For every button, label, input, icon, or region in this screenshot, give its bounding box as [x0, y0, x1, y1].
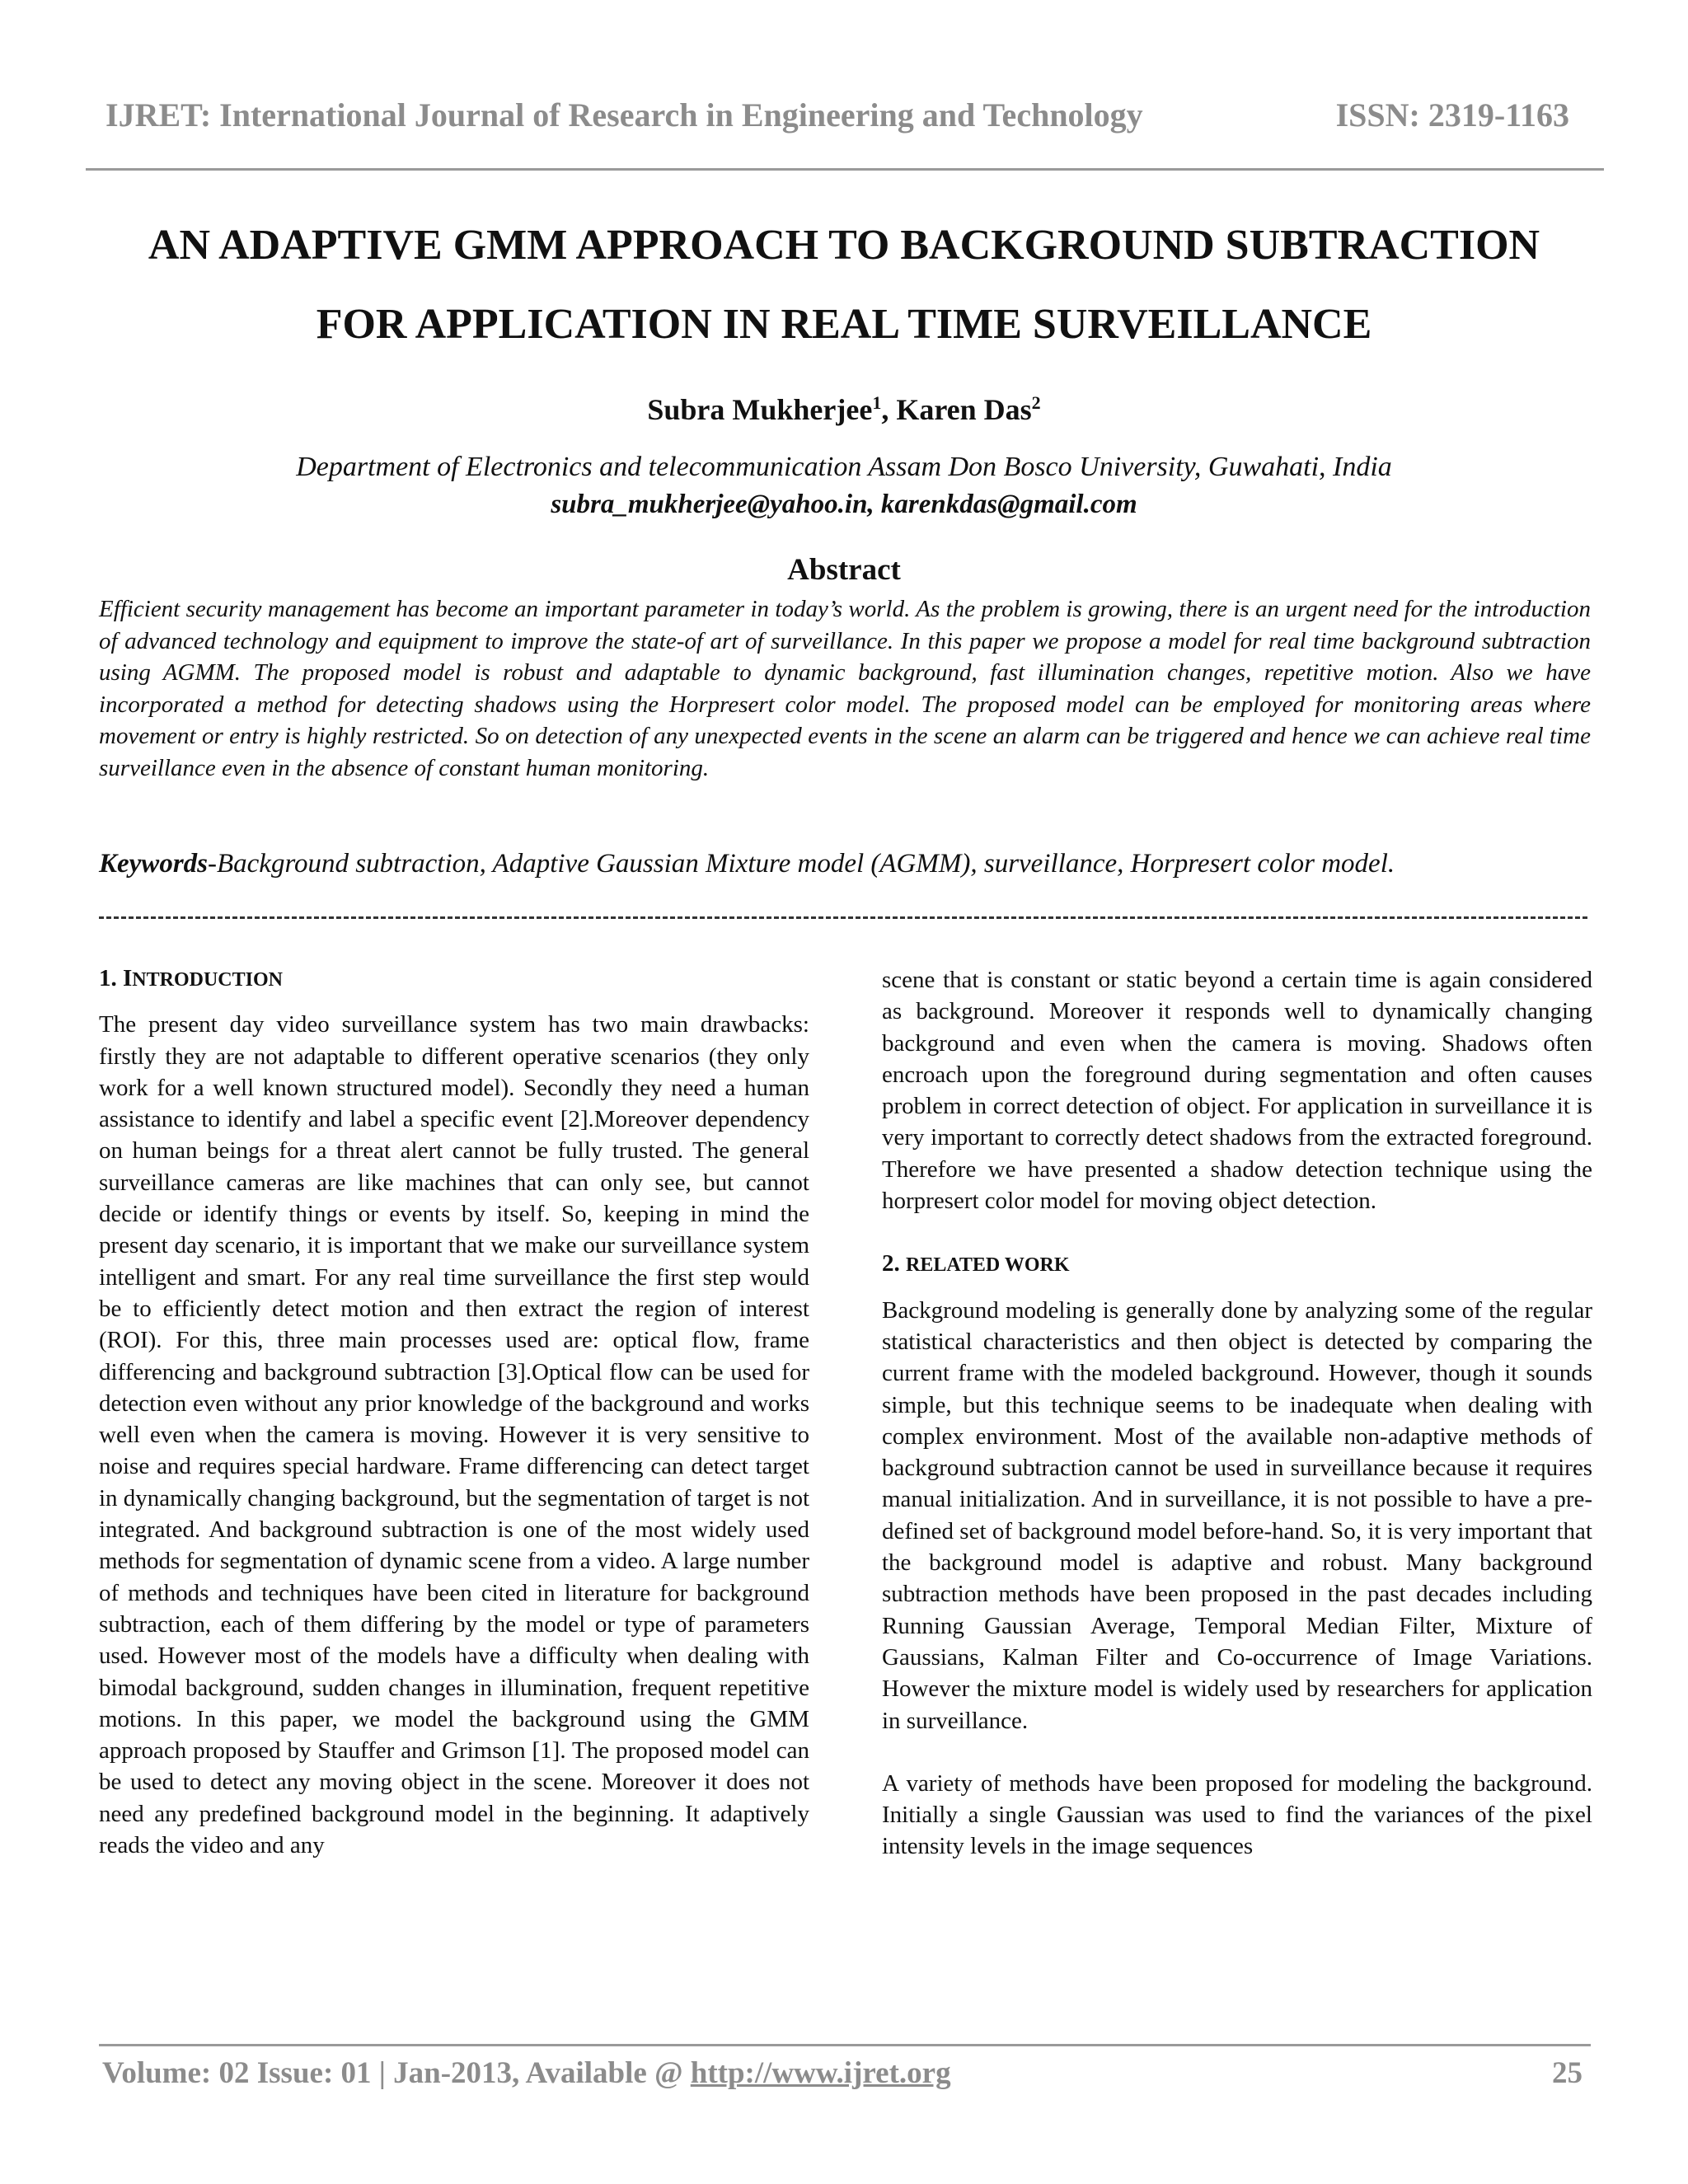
- journal-website-link[interactable]: http://www.ijret.org: [690, 2056, 951, 2090]
- right-column: [882, 964, 1592, 1863]
- title-line-2: FOR APPLICATION IN REAL TIME SURVEILLANCE: [316, 301, 1372, 348]
- footer-volume-info: [102, 2055, 951, 2091]
- author-2: Karen Das: [896, 393, 1032, 426]
- authors: [82, 392, 1606, 427]
- affiliation: Department of Electronics and telecommunication Assam Don Bosco University, Guwahati, India: [296, 452, 1392, 482]
- page-number: 25: [1552, 2056, 1582, 2090]
- author-2-affil-mark: 2: [1031, 392, 1041, 413]
- header-rule: [86, 168, 1604, 171]
- footer-rule: [99, 2044, 1591, 2046]
- keywords-label: Keywords: [99, 849, 208, 879]
- section-heading-introduction: [99, 963, 809, 996]
- footer-volume-text: Volume: 02 Issue: 01 | Jan-2013, Available @: [102, 2056, 691, 2090]
- author-emails: subra_mukherjee@yahoo.in, karenkdas@gmail.com: [551, 490, 1137, 519]
- section-1-number: 1. I: [99, 965, 133, 991]
- section-1-title: NTRODUCTION: [132, 969, 283, 991]
- keywords: [99, 849, 1591, 879]
- spacer: [882, 1736, 1592, 1768]
- abstract-text: Efficient security management has become an important parameter in today’s world. As the problem is growing, there is an urgent need for the introduction of advanced technology and equipment to improve the state-of art of surveillance. In this paper we propose a model for real time background subtraction using AGMM. The proposed model is robust and adaptable to dynamic background, fast illumination changes, repetitive motion. Also we have incorporated a method for detecting shadows using the Horpresert color model. The proposed model can be employed for monitoring areas where movement or entry is highly restricted. So on detection of any unexpected events in the scene an alarm can be triggered and hence we can achieve real time surveillance even in the absence of constant human monitoring.: [99, 596, 1591, 781]
- left-column: [99, 963, 809, 1861]
- introduction-text: The present day video surveillance system has two main drawbacks: firstly they are not adaptable to different operative scenarios (they only work for a well known structured model). Secondly they need a human assistance to identify and label a specific event [2].Moreover dependency on human beings for a threat alert cannot be fully trusted. The general surveillance cameras are like machines that can only see, but cannot decide or identify things or events by itself. So, keeping in mind the present day scenario, it is important that we make our surveillance system intelligent and smart. For any real time surveillance the first step would be to efficiently detect motion and then extract the region of interest (ROI). For this, three main processes used are: optical flow, frame differencing and background subtraction [3].Optical flow can be used for detection even without any prior knowledge of the background and works well even when the camera is moving. However it is very sensitive to noise and requires special hardware. Frame differencing can detect target in dynamically changing background, but the segmentation of target is not integrated. And background subtraction is one of the most widely used methods for segmentation of dynamic scene from a video. A large number of methods and techniques have been cited in literature for background subtraction, each of them differing by the model or type of parameters used. However most of the models have a difficulty when dealing with bimodal background, sudden changes in illumination, frequent repetitive motions. In this paper, we model the background using the GMM approach proposed by Stauffer and Grimson [1]. The proposed model can be used to detect any moving object in the scene. Moreover it does not need any predefined background model in the beginning. It adaptively reads the video and any: [99, 1011, 810, 1859]
- section-2-title: RELATED WORK: [906, 1254, 1070, 1277]
- section-heading-related-work: [882, 1248, 1592, 1281]
- author-1: Subra Mukherjee: [647, 393, 873, 426]
- paper-title: [82, 206, 1606, 364]
- author-separator: ,: [881, 393, 897, 426]
- introduction-continued-text: scene that is constant or static beyond a certain time is again considered as background. Moreover it responds well to dynamically changing background and even when the camera is moving. Shadows often encroach upon the foreground during segmentation and often causes problem in correct detection of object. For application in surveillance it is very important to correctly detect shadows from the extracted foreground. Therefore we have presented a shadow detection technique using the horpresert color model for moving object detection.: [882, 967, 1592, 1215]
- author-1-affil-mark: 1: [872, 392, 882, 413]
- related-work-paragraph-1: Background modeling is generally done by analyzing some of the regular statistical characteristics and then object is detected by comparing the current frame with the modeled background. However, though it sounds simple, but this technique seems to be inadequate when dealing with complex environment. Most of the available non-adaptive methods of background subtraction cannot be used in surveillance because it requires manual initialization. And in surveillance, it is not possible to have a pre-defined set of background model before-hand. So, it is very important that the background model is adaptive and robust. Many background subtraction methods have been proposed in the past decades including Running Gaussian Average, Temporal Median Filter, Mixture of Gaussians, Kalman Filter and Co-occurrence of Image Variations. However the mixture model is widely used by researchers for application in surveillance.: [882, 1296, 1592, 1734]
- spacer: [882, 1216, 1592, 1248]
- running-header: [99, 96, 1589, 145]
- journal-name: IJRET: International Journal of Research in Engineering and Technology: [106, 96, 1143, 134]
- related-work-paragraph-2: A variety of methods have been proposed for modeling the background. Initially a single Gaussian was used to find the variances of the pixel intensity levels in the image sequences: [882, 1769, 1592, 1860]
- title-line-1: AN ADAPTIVE GMM APPROACH TO BACKGROUND SUBTRACTION: [148, 222, 1540, 269]
- section-2-number: 2.: [882, 1250, 906, 1277]
- issn: ISSN: 2319-1163: [1335, 96, 1569, 134]
- dashed-separator: [99, 916, 1587, 919]
- abstract-heading: Abstract: [787, 553, 901, 587]
- keywords-text: -Background subtraction, Adaptive Gaussian Mixture model (AGMM), surveillance, Horpresert color model.: [208, 849, 1395, 879]
